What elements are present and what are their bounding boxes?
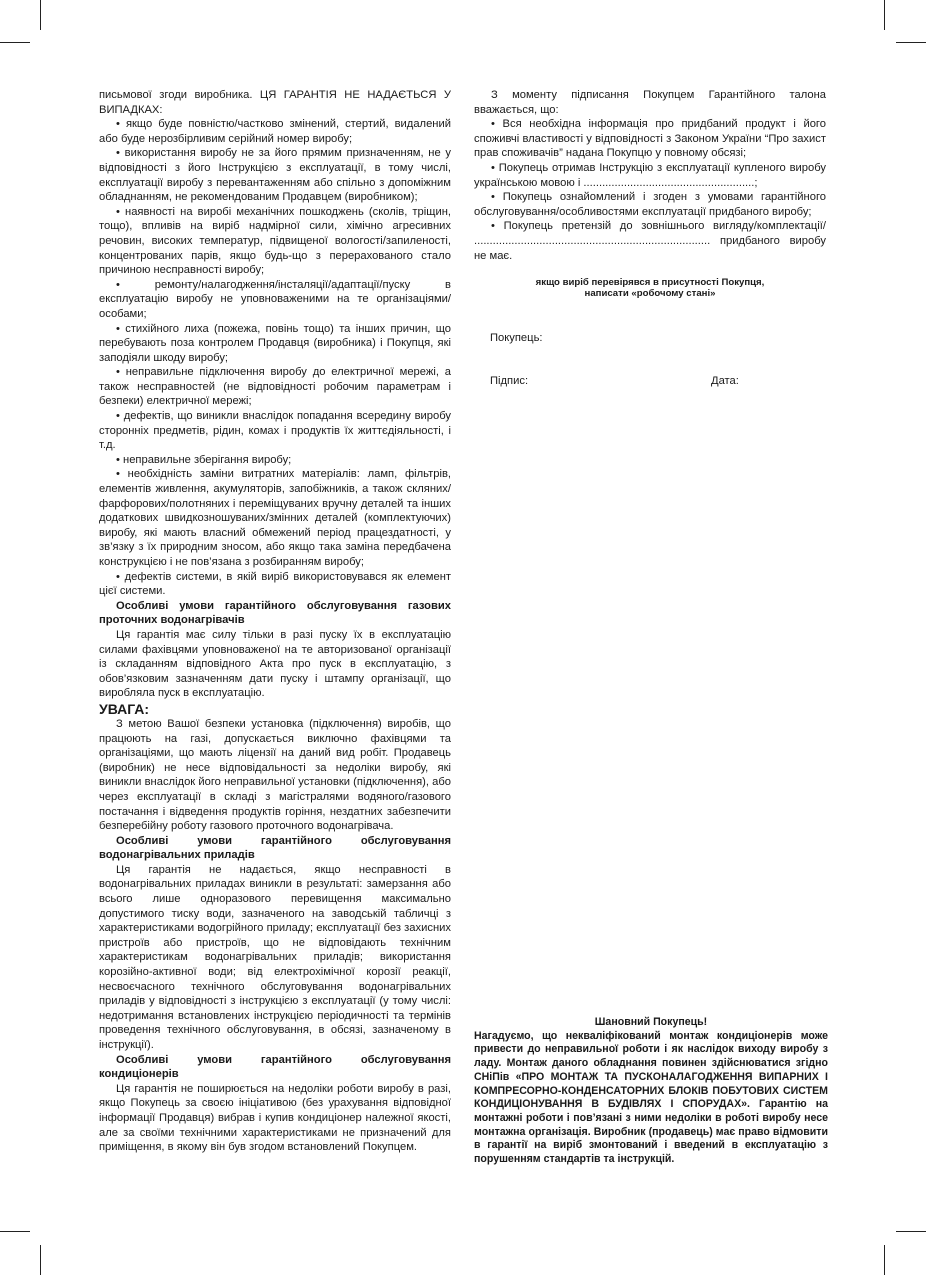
right-column bbox=[474, 88, 826, 299]
ac-heading: Особливі умови гарантійного обслуговування кондиціонерів bbox=[99, 1053, 451, 1081]
crop-mark-br-h bbox=[896, 1231, 926, 1232]
crop-mark-br-v bbox=[884, 1245, 885, 1275]
bullet-serial: • якщо буде повністю/частково змінений, стертий, видалений або буде нерозбірливим серійний номер виробу; bbox=[99, 118, 451, 145]
dear-buyer-block bbox=[474, 1016, 828, 1167]
bullet-info: • Вся необхідна інформація про придбаний продукт і його споживчі властивості у відповідності з Законом України “Про захист прав споживачів” надана Покупцю у повному обсязі; bbox=[474, 118, 826, 160]
crop-mark-tr-h bbox=[896, 42, 926, 43]
buyer-label: Покупець: bbox=[490, 332, 543, 344]
bullet-familiar: • Покупець ознайомлений і згоден з умовами гарантійного обслуговування/особливостями експлуатації придбаного виробу; bbox=[474, 191, 826, 218]
check-note bbox=[474, 277, 826, 299]
bullet-repair: • ремонту/налагодження/інсталяції/адаптації/пуску в експлуатацію виробу не уповноваженими на те організаціями/особами; bbox=[99, 278, 451, 320]
crop-mark-tl-h bbox=[0, 42, 30, 43]
gas-heater-heading: Особливі умови гарантійного обслуговування газових проточних водонагрівачів bbox=[99, 599, 451, 627]
bullet-consumables: • необхідність заміни витратних матеріалів: ламп, фільтрів, елементів живлення, акумуляторів, запобіжників, а також скляних/фарфорових/полотняних і переміщуваних вручну деталей та інших додаткових швидкозношуваних/змінних деталей (комплектуючих) виробу, які мають власний обмежений період працездатності, у зв’язку з їх природним зносом, або якщо така заміна передбачена конструкцією і не пов’язана з розбиранням виробу; bbox=[99, 468, 451, 568]
bullet-instruction: • Покупець отримав Інструкцію з експлуатації купленого виробу українською мовою і .......................................................; bbox=[474, 161, 826, 189]
crop-mark-bl-v bbox=[40, 1245, 41, 1275]
left-intro: письмової згоди виробника. ЦЯ ГАРАНТІЯ НЕ НАДАЄТЬСЯ У ВИПАДКАХ: bbox=[99, 89, 451, 116]
dear-buyer-heading: Шановний Покупець! bbox=[594, 1016, 708, 1028]
bullet-foreign: • дефектів, що виникли внаслідок попадання всередину виробу сторонніх предметів, рідин, комах і продуктів їх життєдіяльності, і т.д. bbox=[99, 410, 451, 452]
bullet-misuse: • використання виробу не за його прямим призначенням, не у відповідності з його Інструкцією з експлуатації, в тому числі, експлуатації виробу з перевантаженням або спільно з допоміжним обладнанням, не рекомендованим Продавцем (виробником); bbox=[99, 147, 451, 204]
bullet-mechanical: • наявності на виробі механічних пошкоджень (сколів, тріщин, тощо), впливів на виріб надмірної сили, хімічно агресивних речовин, високих температур, підвищеної вологості/запиленості, концентрованих парів, якщо будь-що з перерахованого стало причиною несправності виробу; bbox=[99, 205, 451, 277]
attention-text: З метою Вашої безпеки установка (підключення) виробів, що працюють на газі, допускається виключно фахівцями та організаціями, що мають ліцензії на даний вид робіт. Продавець (виробник) не несе відповідальності за недоліки виробу, які виникли внаслідок його неправильної установки (підключення), або через експлуатації в складі з магістралями водяного/газового постачання і відведення продуктів горіння, нездатних забезпечити безперебійну роботу газового проточного водонагрівача. bbox=[99, 717, 451, 833]
gas-heater-text: Ця гарантія має силу тільки в разі пуску їх в експлуатацію силами фахівцями уповноваженої на те авторизованої організації із складанням відповідного Акта про пуск в експлуатацію, з обов’язковим зазначенням дати пуску і штампу організації, що виробляла пуск в експлуатацію. bbox=[99, 628, 451, 700]
attention-heading: УВАГА: bbox=[99, 700, 150, 717]
crop-mark-tl-v bbox=[40, 0, 41, 30]
bullet-claims: • Покупець претензій до зовнішнього вигляду/комплектації/ ............................................................................ придбаного виробу не має. bbox=[474, 220, 826, 262]
water-heater-text: Ця гарантія не надається, якщо несправності в водонагрівальних приладах виникли в результаті: замерзання або всього лише одноразового перевищення максимально допустимого тиску води, зазначеного на заводській табличці з характеристиками водогрійного приладу; експлуатації без захисних пристроїв або пристроїв, що не відповідають технічним характеристикам водонагрівальних приладів; використання корозійно-активної води; від електрохімічної корозії реакції, несвоєчасного технічного обслуговування водонагрівальних приладів у відповідності з інструкцією з експлуатації (у тому числі: недотримання встановлених інструкцією періодичності та термінів проведення технічного обслуговування, в обсязі, зазначеному в інструкції). bbox=[99, 863, 451, 1051]
crop-mark-bl-h bbox=[0, 1231, 30, 1232]
signature-label: Підпис: bbox=[490, 375, 529, 387]
bullet-storage: • неправильне зберігання виробу; bbox=[116, 453, 292, 466]
left-column bbox=[99, 88, 451, 1155]
right-intro: З моменту підписання Покупцем Гарантійного талона вважається, що: bbox=[474, 89, 826, 116]
crop-mark-tr-v bbox=[884, 0, 885, 30]
water-heater-heading: Особливі умови гарантійного обслуговування водонагрівальних приладів bbox=[99, 834, 451, 862]
bullet-disaster: • стихійного лиха (пожежа, повінь тощо) та інших причин, що перебувають поза контролем Продавця (виробника) і Покупця, які заподіяли шкоду виробу; bbox=[99, 322, 451, 364]
date-label: Дата: bbox=[711, 375, 739, 387]
check-note-line2: написати «робочому стані» bbox=[584, 288, 716, 300]
dear-buyer-text: Нагадуємо, що некваліфікований монтаж кондиціонерів може привести до неправильної роботи і як наслідок виходу виробу з ладу. Монтаж даного обладнання повинен здійснюватися згідно СНіПів «ПРО МОНТАЖ ТА ПУСКОНАЛАГОДЖЕННЯ ВИПАРНИХ І КОМПРЕСОРНО-КОНДЕНСАТОРНИХ БЛОКІВ ПОБУТОВИХ СИСТЕМ КОНДИЦІОНУВАННЯ В БУДІВЛЯХ І СПОРУДАХ». Гарантію на монтажні роботи і пов’язані з ними недоліки в роботі виробу несе монтажна організація. Виробник (продавець) має право відмовити в гарантії на виріб змонтований і введений в експлуатацію з порушенням стандартів та інструкцій. bbox=[474, 1029, 828, 1166]
bullet-system: • дефектів системи, в якій виріб використовувався як елемент цієї системи. bbox=[99, 570, 451, 598]
check-note-line1: якщо виріб перевірявся в присутності Покупця, bbox=[535, 277, 765, 289]
ac-text: Ця гарантія не поширюється на недоліки роботи виробу в разі, якщо Покупець за своєю ініціативою (без урахування відповідної інформації Продавця) вибрав і купив кондиціонер належної якості, але за своїми технічними характеристиками не призначений для приміщення, в якому він був згодом встановлений Покупцем. bbox=[99, 1082, 451, 1154]
bullet-electric: • неправильне підключення виробу до електричної мережі, а також несправностей (не відповідності робочим параметрам і безпеки) електричної мережі; bbox=[99, 366, 451, 408]
